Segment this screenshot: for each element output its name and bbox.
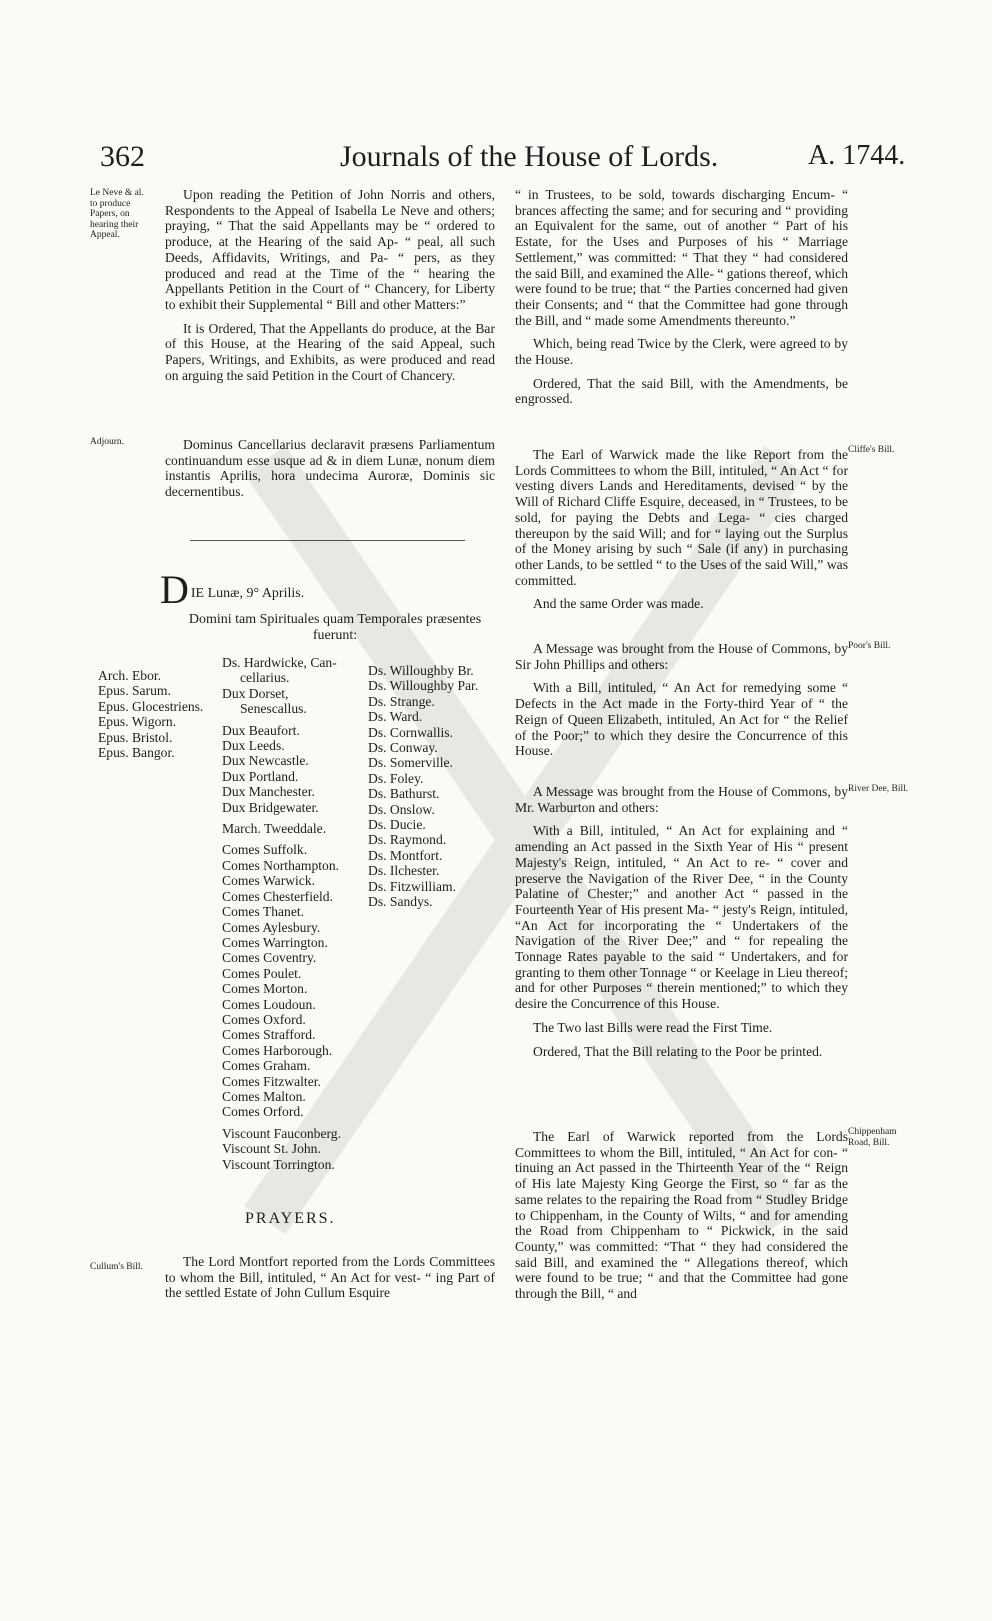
lord-entry: Comes Morton.	[222, 981, 308, 997]
lord-entry: Dux Dorset,	[222, 685, 289, 701]
petition-paragraph: Upon reading the Petition of John Norris and others, Respondents to the Appeal of Isabella Le Neve and others; praying, “ That the said Appellants may be “ ordered to produce, at the Hearing of the said Ap- “ peal, all such Deeds, Affidavits, Writings, and Pa- “ pers, as they produced and read at the Time of the “ hearing the Appellants Petition in the Court of “ Chancery, for Liberty to exhibit their Supplemental “ Bill and other Matters:”	[165, 187, 495, 312]
lord-entry: Viscount Fauconberg.	[222, 1125, 341, 1141]
running-head: Journals of the House of Lords.	[340, 140, 719, 173]
lord-entry: Dux Leeds.	[222, 738, 285, 754]
read-twice-paragraph: Which, being read Twice by the Clerk, were agreed to by the House.	[515, 336, 848, 368]
lord-entry: Ds. Somerville.	[368, 755, 453, 771]
date-line	[160, 567, 305, 612]
lord-entry: March. Tweeddale.	[222, 821, 327, 837]
adjourn-paragraph: Dominus Cancellarius declaravit præsens Parliamentum continuandum esse usque ad & in diem Lunæ, nonum diem instantis Aprilis, hora undecima Auroræ, Dominis sic decernentibus.	[165, 437, 495, 500]
lord-entry: cellarius.	[240, 670, 290, 686]
lord-entry: Ds. Conway.	[368, 740, 438, 756]
lord-entry: Epus. Wigorn.	[98, 714, 177, 730]
date-text: IE Lunæ, 9° Aprilis.	[190, 586, 305, 601]
drop-initial: D	[160, 567, 189, 612]
lord-entry: Viscount Torrington.	[222, 1156, 335, 1172]
cliffe-paragraph: The Earl of Warwick made the like Report from the Lords Committees to whom the Bill, intituled, “ An Act “ for vesting divers Lands and Hereditaments, devised “ by the Will of Richard Cliffe Esquire, deceased, in “ Trustees, to be sold, for paying the Debts and Lega- “ cies charged thereupon by the said Will; and for “ laying out the Surplus of the Money arising by such “ Sale (if any) in purchasing other Lands, to be settled “ to the Uses of the said Will,” was committed.	[515, 447, 848, 588]
lord-entry: Epus. Sarum.	[98, 683, 171, 699]
lord-entry: Dux Beaufort.	[222, 722, 300, 738]
chippenham-paragraph: The Earl of Warwick reported from the Lords Committees to whom the Bill, intituled, “ An Act for con- “ tinuing an Act passed in the Thirteenth Year of the “ Reign of His late Majesty King George the First, so “ far as the same relates to the repairing the Road from “ Studley Bridge to Chippenham, in the County of Wilts, “ and for amending the Road from Chippenham to “ Pickwick, in the said County,” was committed: “That “ they had considered the said Bill, and examined the “ Allegations thereof, which were found to be true; “ and that the Committee had gone through the Bill, “ and	[515, 1129, 848, 1302]
lord-entry: Dux Newcastle.	[222, 753, 309, 769]
lord-entry: Comes Warwick.	[222, 873, 316, 889]
two-bills-paragraph: The Two last Bills were read the First Time.	[533, 1019, 773, 1035]
lord-entry: Ds. Bathurst.	[368, 786, 440, 802]
margin-note-cliffe: Cliffe's Bill.	[848, 445, 895, 455]
lord-entry: Comes Oxford.	[222, 1011, 306, 1027]
lord-entry: Viscount St. John.	[222, 1141, 321, 1157]
margin-note-le-neve: Le Neve & al. to produce Papers, on hearing their Appeal.	[90, 188, 144, 240]
lords-column-temporal	[222, 655, 341, 1172]
same-order-paragraph: And the same Order was made.	[533, 596, 704, 612]
lord-entry: Comes Northampton.	[222, 857, 340, 873]
right-column-top	[515, 187, 848, 415]
engrossed-paragraph: Ordered, That the said Bill, with the Amendments, be engrossed.	[515, 375, 848, 407]
year-heading: A. 1744.	[808, 140, 906, 171]
lord-entry: Ds. Cornwallis.	[368, 724, 453, 740]
margin-note-cullum: Cullum's Bill.	[90, 1262, 143, 1272]
lord-entry: Epus. Bangor.	[98, 745, 175, 761]
lord-entry: Comes Poulet.	[222, 965, 302, 981]
margin-note-chippenham: Chippenham Road, Bill.	[848, 1127, 897, 1148]
lord-entry: Senescallus.	[240, 701, 307, 717]
prayers-heading: PRAYERS.	[245, 1210, 336, 1227]
lord-entry: Comes Harborough.	[222, 1042, 333, 1058]
poor-bill: With a Bill, intituled, “ An Act for remedying some “ Defects in the Act made in the Forty-third Year of “ the Reign of Queen Elizabeth, intituled, An Act for “ the Relief of the Poor;” to which they desire the Concurrence of this House.	[515, 680, 848, 759]
lord-entry: Ds. Montfort.	[368, 847, 443, 863]
lord-entry: Ds. Ducie.	[368, 817, 426, 833]
lord-entry: Comes Warrington.	[222, 934, 328, 950]
lord-entry: Ds. Willoughby Par.	[368, 678, 479, 694]
lord-entry: Epus. Bristol.	[98, 729, 173, 745]
lord-entry: Comes Orford.	[222, 1104, 304, 1120]
cullum-block	[165, 1254, 495, 1309]
lord-entry: Ds. Strange.	[368, 693, 435, 709]
cullum-continued: “ in Trustees, to be sold, towards discharging Encum- “ brances affecting the same; and for securing and “ providing an Equivalent for the same, out of another “ Part of his Estate, for the Uses and Purposes of his “ Marriage Settlement,” was committed: “ That they “ had considered the said Bill, and examined the Alle- “ gations thereof, which were found to be true; that “ the Parties concerned had given their Consents; and “ that the Committee had gone through the Bill, and “ made some Amendments thereunto.”	[515, 187, 848, 328]
adjourn-block	[165, 437, 495, 508]
lord-entry: Ds. Foley.	[368, 770, 424, 786]
page-number: 362	[100, 140, 145, 173]
lord-entry: Ds. Sandys.	[368, 894, 433, 910]
lord-entry: Comes Chesterfield.	[222, 888, 333, 904]
lord-entry: Comes Malton.	[222, 1088, 306, 1104]
lord-entry: Comes Aylesbury.	[222, 919, 321, 935]
margin-note-dee: River Dee, Bill.	[848, 784, 909, 794]
dee-block	[515, 784, 848, 1067]
cullum-paragraph: The Lord Montfort reported from the Lords Committees to whom the Bill, intituled, “ An Act for vest- “ ing Part of the settled Estate of John Cullum Esquire	[165, 1254, 495, 1301]
lord-entry: Comes Coventry.	[222, 950, 317, 966]
lord-entry: Comes Graham.	[222, 1058, 311, 1074]
lord-entry: Dux Bridgewater.	[222, 799, 319, 815]
lord-entry: Ds. Ilchester.	[368, 863, 440, 879]
left-column-top	[165, 187, 495, 391]
lord-entry: Ds. Raymond.	[368, 832, 447, 848]
chippenham-block	[515, 1129, 848, 1310]
lord-entry: Dux Portland.	[222, 768, 299, 784]
lord-entry: Comes Strafford.	[222, 1027, 316, 1043]
lord-entry: Dux Manchester.	[222, 784, 315, 800]
lord-entry: Comes Suffolk.	[222, 842, 308, 858]
ordered-paragraph: It is Ordered, That the Appellants do produce, at the Bar of this House, at the Hearing of the said Appeal, such Papers, Writings, and Exhibits, as were produced and read on arguing the said Petition in the Court of Chancery.	[165, 320, 495, 383]
lord-entry: Comes Fitzwalter.	[222, 1073, 321, 1089]
lord-entry: Arch. Ebor.	[98, 668, 162, 683]
lords-column-barons	[368, 663, 478, 910]
lord-entry: Ds. Fitzwilliam.	[368, 878, 456, 894]
cliffe-block	[515, 447, 848, 620]
poor-message: A Message was brought from the House of Commons, by Sir John Phillips and others:	[515, 641, 848, 672]
dee-message: A Message was brought from the House of Commons, by Mr. Warburton and others:	[515, 784, 848, 815]
lord-entry: Comes Thanet.	[222, 904, 305, 920]
lord-entry: Ds. Ward.	[368, 709, 423, 725]
lord-entry: Ds. Onslow.	[368, 801, 435, 817]
lord-entry: Ds. Willoughby Br.	[368, 663, 474, 678]
printed-paragraph: Ordered, That the Bill relating to the Poor be printed.	[533, 1043, 823, 1059]
present-line: Domini tam Spirituales quam Temporales præsentes fuerunt:	[188, 612, 482, 643]
lord-entry: Epus. Glocestriens.	[98, 698, 204, 714]
lord-entry: Comes Loudoun.	[222, 996, 316, 1012]
dee-bill: With a Bill, intituled, “ An Act for explaining and “ amending an Act passed in the Sixth Year of His “ present Majesty's Reign, intituled, “ An Act to re- “ cover and preserve the Navigation of the River Dee, “ in the County Palatine of Chester;” and another Act “ passed in the Fourteenth Year of His present Ma- “ jesty's Reign, intituled, “An Act for incorporating the “ Undertakers of the Navigation of the River Dee;” and “ for repealing the Tonnage Rates payable to the said “ Undertakers, and for granting to them other Tonnage “ or Keelage in Lieu thereof; and for other Purposes “ therein mentioned;” to which they desire the Concurrence of this House.	[515, 823, 848, 1012]
lord-entry: Ds. Hardwicke, Can-	[222, 655, 337, 670]
lords-column-spiritual	[98, 668, 203, 760]
margin-note-poor: Poor's Bill.	[848, 641, 891, 651]
poor-block	[515, 641, 848, 767]
section-rule	[190, 540, 465, 541]
margin-note-adjourn: Adjourn.	[90, 437, 125, 447]
